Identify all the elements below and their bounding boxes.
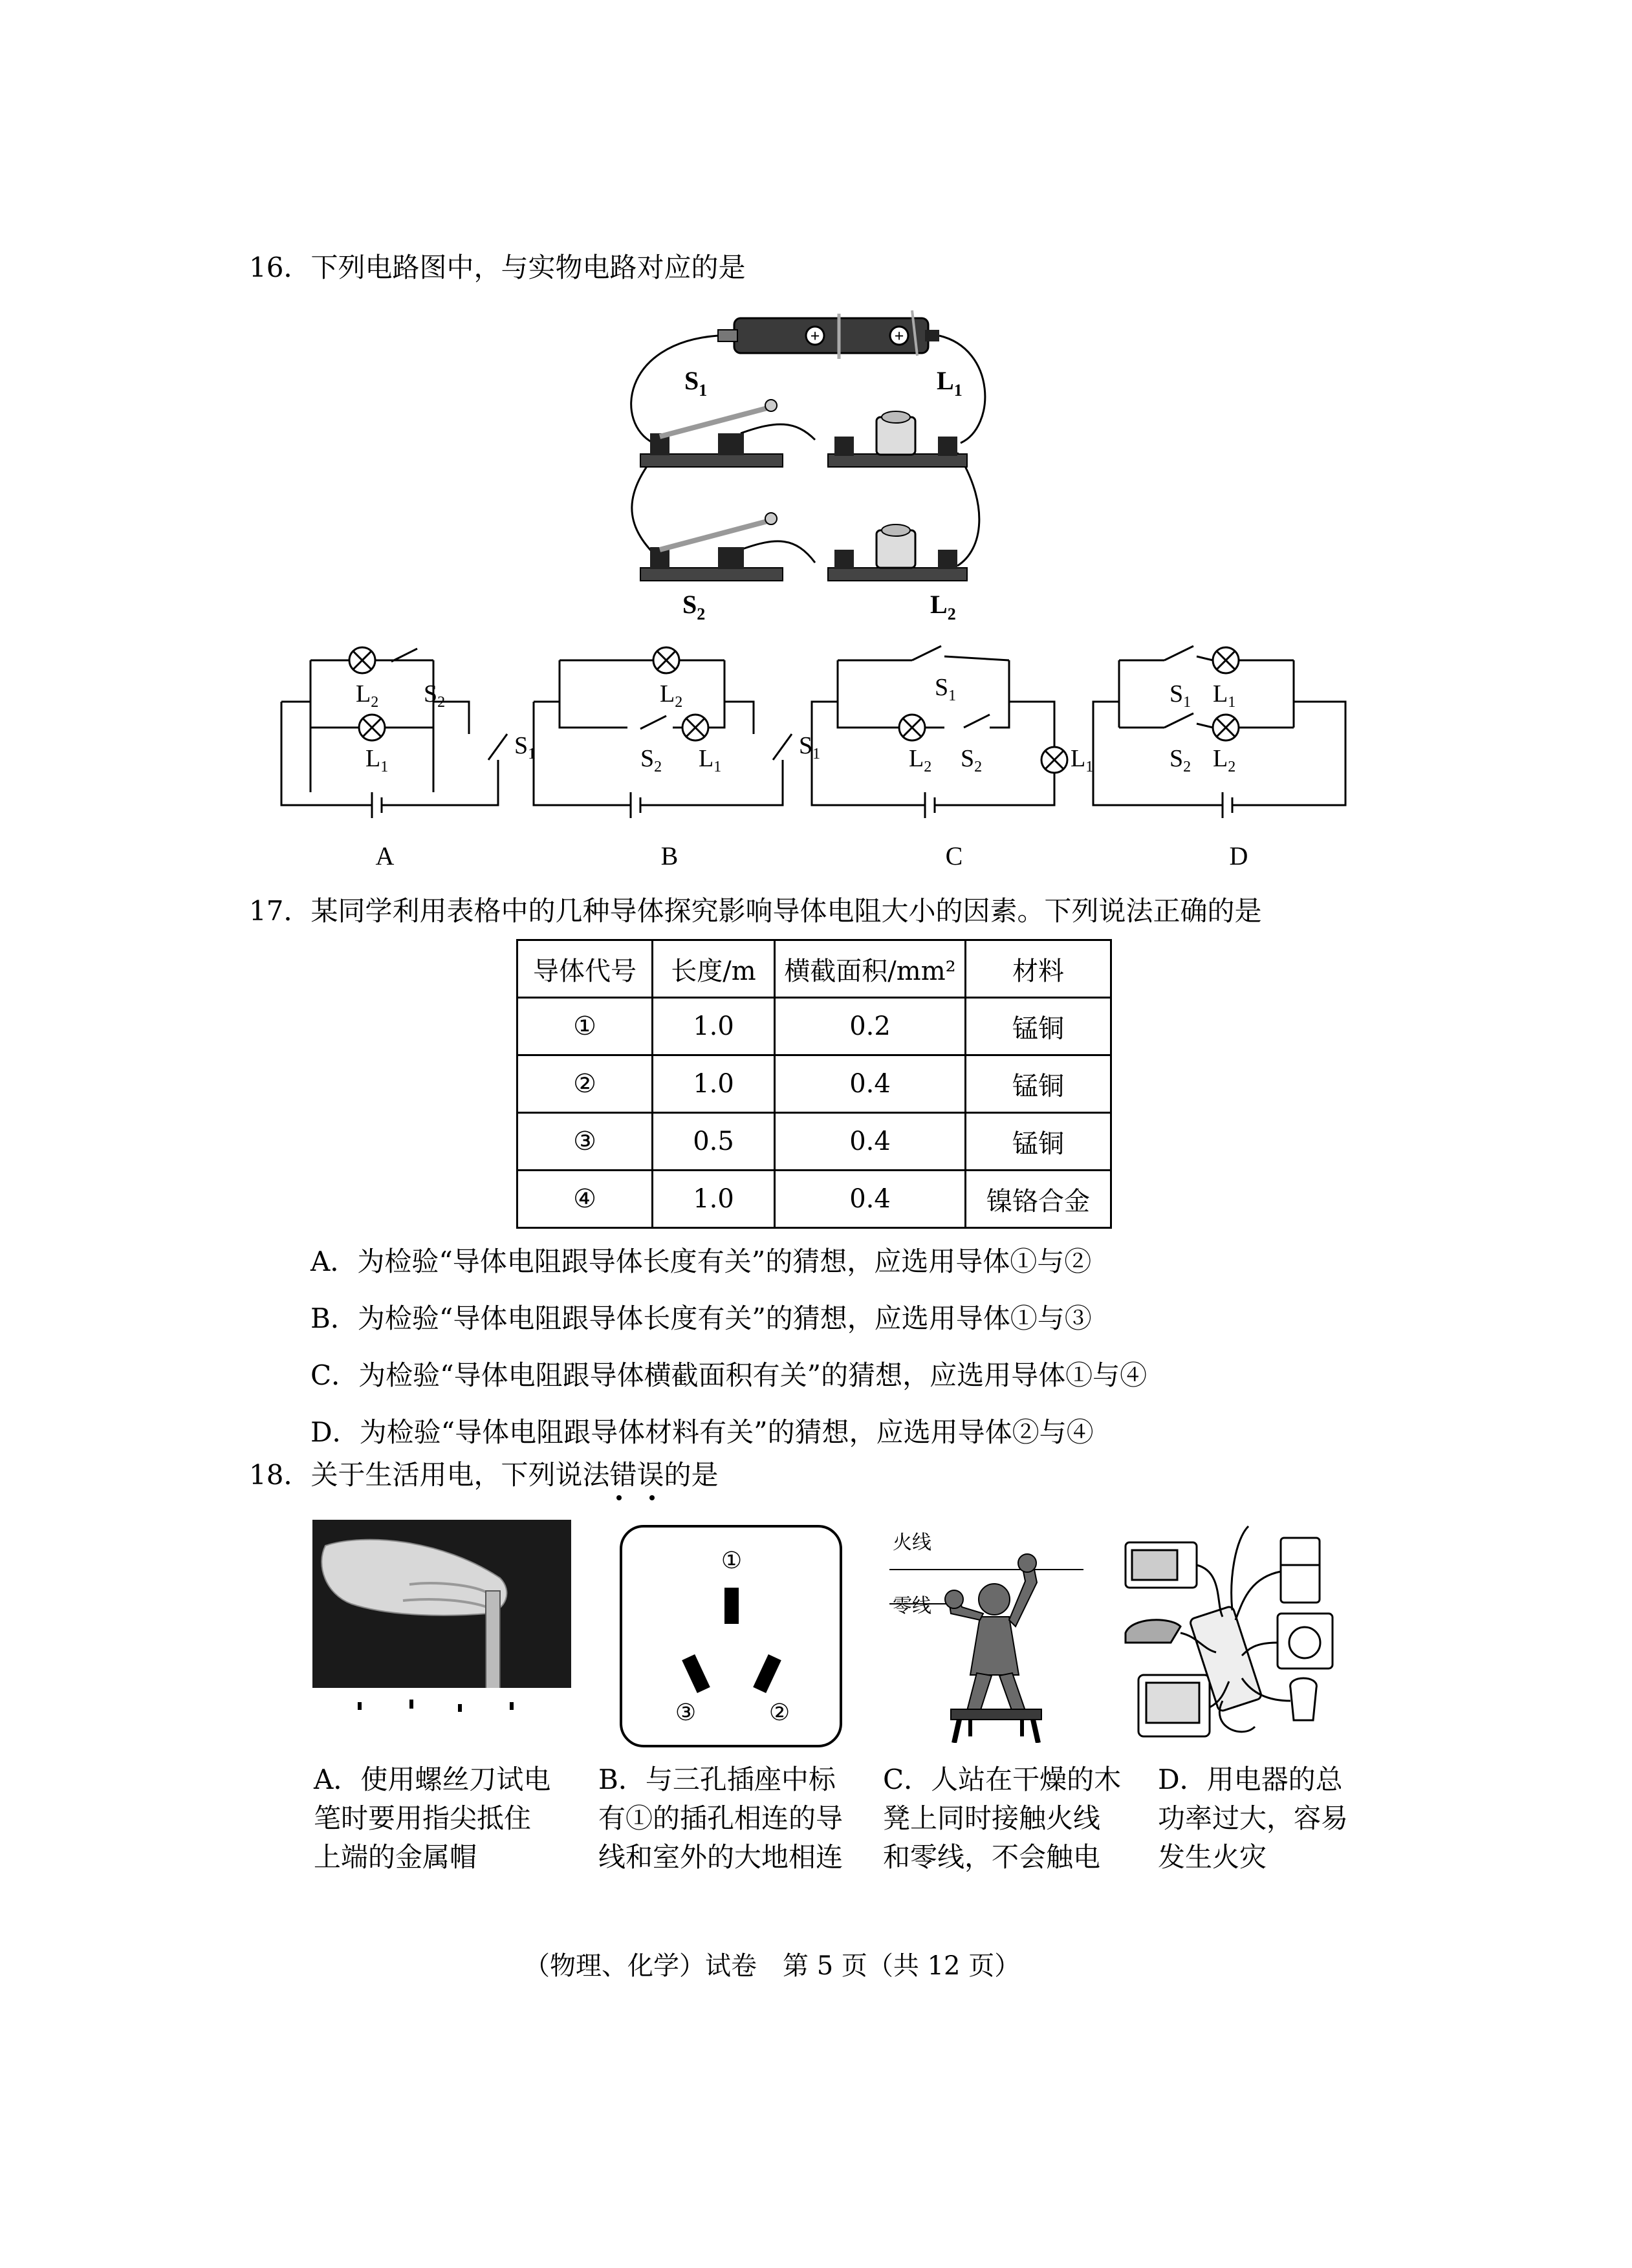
kettle <box>1290 1678 1317 1720</box>
live-wire-label: 火线 <box>893 1532 931 1553</box>
socket-label-3: ③ <box>675 1700 697 1725</box>
table-row <box>517 1171 1111 1228</box>
table-cell: 0.5 <box>653 1113 775 1171</box>
question-text: 某同学利用表格中的几种导体探究影响导体电阻大小的因素。下列说法正确的是 <box>310 895 1262 927</box>
table-cell: 锰铜 <box>966 1055 1111 1113</box>
svg-text:S1: $S_1$ <box>799 732 821 762</box>
table-cell: 1.0 <box>653 998 775 1055</box>
option-a-label: A <box>375 841 395 870</box>
svg-text:S2: $S_2$ <box>424 680 446 711</box>
question-number: 16． <box>249 252 311 283</box>
question-number: 17． <box>249 895 311 927</box>
table-cell: 锰铜 <box>966 998 1111 1055</box>
question-text: 下列电路图中，与实物电路对应的是 <box>310 252 746 283</box>
table-cell: ④ <box>517 1171 653 1228</box>
svg-text:L1: $L_1$ <box>365 745 389 775</box>
question-16-stem <box>249 254 745 281</box>
switch-s1-base <box>640 454 783 467</box>
socket-label-2: ② <box>768 1700 790 1725</box>
switch-s2-base <box>640 568 783 581</box>
table-cell: 1.0 <box>653 1055 775 1113</box>
table-cell: 锰铜 <box>966 1113 1111 1171</box>
table-header-row <box>517 940 1111 998</box>
photo-label-s2: $S_2$ <box>682 590 706 623</box>
q18-caption-b[interactable]: B．与三孔插座中标 有①的插孔相连的导 线和室外的大地相连 <box>598 1764 843 1873</box>
question-number: 18． <box>249 1459 311 1491</box>
svg-text:L2: $L_2$ <box>660 680 683 711</box>
svg-text:S2: $S_2$ <box>1170 745 1191 775</box>
svg-text:L2: $L_2$ <box>1213 745 1236 775</box>
svg-text:+: + <box>810 327 820 345</box>
q18-caption-d[interactable]: D．用电器的总 功率过大，容易 发生火灾 <box>1158 1764 1349 1873</box>
svg-text:S2: $S_2$ <box>961 745 983 775</box>
photo-label-s1: $S_1$ <box>684 366 708 400</box>
table-row <box>517 1055 1111 1113</box>
svg-text:S2: $S_2$ <box>640 745 662 775</box>
washing-machine <box>1278 1614 1333 1669</box>
emphasis-dot <box>616 1495 622 1500</box>
question-17-stem <box>249 895 1262 927</box>
refrigerator <box>1281 1538 1320 1603</box>
conductor-table <box>516 939 1112 1229</box>
svg-text:L2: $L_2$ <box>909 745 932 775</box>
table-header: 长度/m <box>653 940 775 998</box>
table-cell: 0.2 <box>775 998 966 1055</box>
circuit-diagrams <box>259 637 1371 870</box>
socket-hole-1 <box>724 1588 739 1624</box>
table-cell: ③ <box>517 1113 653 1171</box>
svg-text:+: + <box>894 327 904 345</box>
svg-text:S1: $S_1$ <box>1170 680 1191 711</box>
circuit-a <box>281 660 507 818</box>
q17-option-c[interactable]: C．为检验“导体电阻跟导体横截面积有关”的猜想，应选用导体①与④ <box>310 1359 1148 1391</box>
page-footer: （物理、化学）试卷 第 5 页（共 12 页） <box>524 1951 1021 1981</box>
question-18-stem <box>249 1459 719 1491</box>
option-d-label: D <box>1229 841 1248 870</box>
circuit-c <box>812 656 1054 818</box>
physical-circuit-photo <box>621 304 996 634</box>
iron <box>1126 1620 1180 1643</box>
question-text: 关于生活用电，下列说法错误的是 <box>310 1459 719 1491</box>
neutral-wire-label: 零线 <box>893 1595 931 1617</box>
photo-label-l2: $L_2$ <box>930 590 956 623</box>
socket-label-1: ① <box>721 1548 743 1573</box>
overloaded-appliances-illustration <box>1119 1513 1378 1746</box>
table-header: 导体代号 <box>517 940 653 998</box>
emphasis-dot <box>649 1495 655 1500</box>
person-on-stool-illustration <box>889 1523 1083 1743</box>
q17-option-d[interactable]: D．为检验“导体电阻跟导体材料有关”的猜想，应选用导体②与④ <box>310 1416 1094 1448</box>
table-header: 材料 <box>966 940 1111 998</box>
photo-label-l1: $L_1$ <box>937 366 963 400</box>
lamp-l2-base <box>828 568 967 581</box>
table-cell: 0.4 <box>775 1055 966 1113</box>
svg-text:L1: $L_1$ <box>1071 745 1094 775</box>
test-pen-photo <box>312 1520 571 1727</box>
table-row <box>517 1113 1111 1171</box>
q17-option-a[interactable]: A．为检验“导体电阻跟导体长度有关”的猜想，应选用导体①与② <box>310 1246 1092 1277</box>
table-cell: 镍铬合金 <box>966 1171 1111 1228</box>
table-row <box>517 998 1111 1055</box>
q18-caption-a[interactable]: A．使用螺丝刀试电 笔时要用指尖抵住 上端的金属帽 <box>314 1764 551 1873</box>
svg-text:L1: $L_1$ <box>1213 680 1236 711</box>
table-header: 横截面积/mm² <box>775 940 966 998</box>
option-c-label: C <box>945 841 963 870</box>
q17-option-b[interactable]: B．为检验“导体电阻跟导体长度有关”的猜想，应选用导体①与③ <box>310 1302 1092 1334</box>
table-cell: 0.4 <box>775 1171 966 1228</box>
svg-text:S1: $S_1$ <box>514 732 536 762</box>
table-cell: ② <box>517 1055 653 1113</box>
q18-caption-c[interactable]: C．人站在干燥的木 凳上同时接触火线 和零线，不会触电 <box>883 1764 1122 1873</box>
table-cell: ① <box>517 998 653 1055</box>
svg-text:L2: $L_2$ <box>356 680 379 711</box>
three-hole-socket <box>618 1523 844 1749</box>
svg-text:L1: $L_1$ <box>699 745 722 775</box>
table-cell: 0.4 <box>775 1113 966 1171</box>
svg-text:S1: $S_1$ <box>935 674 957 704</box>
option-b-label: B <box>660 841 679 870</box>
table-cell: 1.0 <box>653 1171 775 1228</box>
